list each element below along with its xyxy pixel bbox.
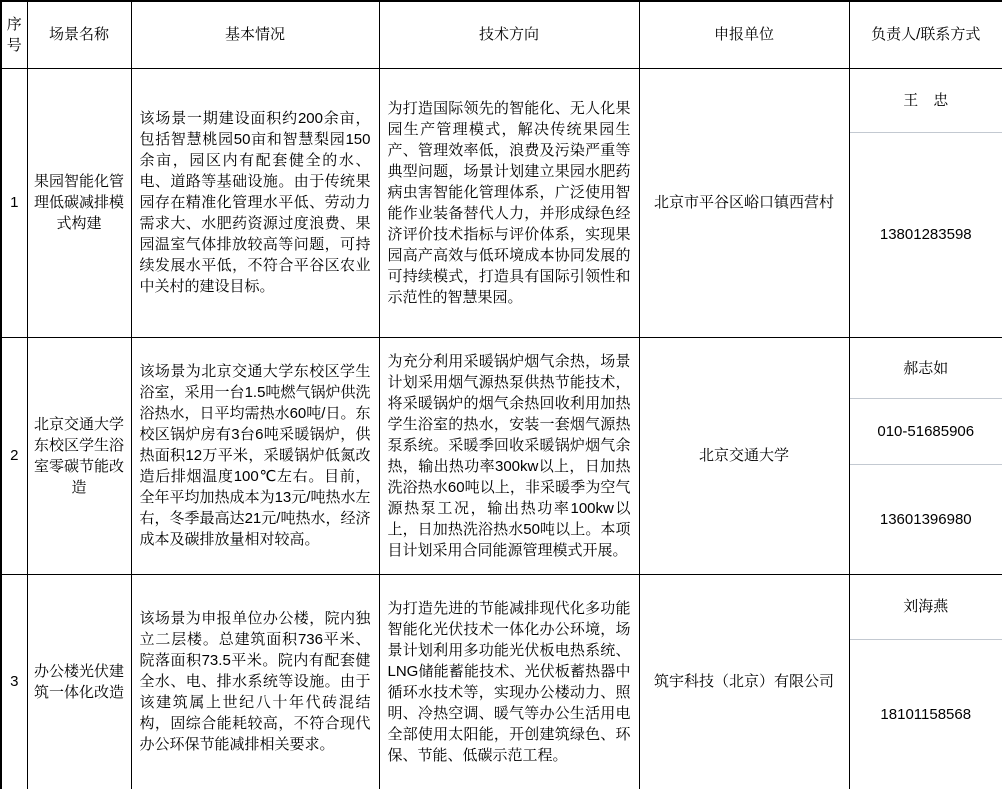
table-row: [1, 574, 1002, 789]
cell-contact: [849, 574, 1002, 789]
cell-tech-direction: [379, 574, 639, 789]
header-cell-basic-info: 基本情况: [131, 1, 379, 68]
cell-basic-info: [131, 68, 379, 337]
contact-phone: 010-51685906: [850, 399, 1002, 465]
cell-contact: [849, 68, 1002, 337]
cell-no: 2: [1, 337, 27, 574]
contact-name: 刘海燕: [850, 575, 1002, 640]
tech-direction-text: 为打造先进的节能减排现代化多功能智能化光伏技术一体化办公环境，场景计划利用多功能光伏板电热系统、LNG储能蓄能技术、光伏板蓄热器中循环水技术等，实现办公楼动力、照明、冷热空调、暖气等办公生活用电全部使用太阳能，开创建筑绿色、环保、节能、低碳示范工程。: [387, 599, 631, 764]
tech-direction-text: 为充分利用采暖锅炉烟气余热，场景计划采用烟气源热泵供热节能技术，将采暖锅炉的烟气余热回收利用加热学生浴室的热水，安装一套烟气源热泵系统。采暖季回收采暖锅炉烟气余热，输出热功率300kw以上，日加热洗浴热水60吨以上，非采暖季为空气源热泵工况，输出热功率100kw以上，日加热洗浴热水50吨以上。本项目计划采用合同能源管理模式开展。: [387, 352, 631, 559]
cell-tech-direction: [379, 68, 639, 337]
table-row: [1, 337, 1002, 574]
cell-org: 北京交通大学: [639, 337, 849, 574]
header-cell-org: 申报单位: [639, 1, 849, 68]
basic-info-text: 该场景为申报单位办公楼，院内独立二层楼。总建筑面积736平米、院落面积73.5平米。院内有配套健全水、电、排水系统等设施。由于该建筑属上世纪八十年代砖混结构，固综合能耗较高，不符合现代办公环保节能减排相关要求。: [139, 610, 371, 754]
contact-phone: 13601396980: [879, 510, 972, 528]
cell-basic-info: [131, 337, 379, 574]
cell-contact: [849, 337, 1002, 574]
contact-name: 王 忠: [850, 69, 1002, 133]
header-cell-tech-direction: 技术方向: [379, 1, 639, 68]
basic-info-text: 该场景为北京交通大学东校区学生浴室，采用一台1.5吨燃气锅炉供洗浴热水，日平均需热水60吨/日。东校区锅炉房有3台6吨采暖锅炉，供热面积12万平米，采暖锅炉低氮改造后排烟温度100℃左右。目前，全年平均加热成本为13元/吨热水左右，冬季最高达21元/吨热水，经济成本及碳排放量相对较高。: [139, 363, 371, 548]
cell-scene-name: 北京交通大学东校区学生浴室零碳节能改造: [27, 337, 131, 574]
cell-tech-direction: [379, 337, 639, 574]
cell-scene-name: 果园智能化管理低碳减排模式构建: [27, 68, 131, 337]
basic-info-text: 该场景一期建设面积约200余亩，包括智慧桃园50亩和智慧梨园150余亩，园区内有配套健全的水、电、道路等基础设施。由于传统果园存在精准化管理水平低、劳动力需求大、水肥药资源过度浪费、果园温室气体排放较高等问题，可持续发展水平低，不符合平谷区农业中关村的建设目标。: [139, 110, 371, 295]
cell-scene-name: 办公楼光伏建筑一体化改造: [27, 574, 131, 789]
contact-phone: 13801283598: [879, 226, 972, 243]
cell-basic-info: [131, 574, 379, 789]
cell-org: 筑宇科技（北京）有限公司: [639, 574, 849, 789]
header-row: [1, 1, 1002, 68]
contact-name: 郝志如: [850, 338, 1002, 399]
cell-org: 北京市平谷区峪口镇西营村: [639, 68, 849, 337]
cell-no: 3: [1, 574, 27, 789]
cell-no: 1: [1, 68, 27, 337]
header-cell-contact: 负责人/联系方式: [849, 1, 1002, 68]
tech-direction-text: 为打造国际领先的智能化、无人化果园生产管理模式，解决传统果园生产、管理效率低，浪费及污染严重等典型问题，场景计划建立果园水肥药病虫害智能化管理体系，广泛使用智能作业装备替代人力，并形成绿色经济评价技术指标与评价体系，实现果园高产高效与低环境成本协同发展的可持续模式，打造具有国际引领性和示范性的智慧果园。: [387, 99, 631, 306]
header-cell-no: 序号: [1, 1, 27, 68]
contact-phone: 18101158568: [880, 705, 972, 723]
header-cell-scene-name: 场景名称: [27, 1, 131, 68]
table-row: [1, 68, 1002, 337]
